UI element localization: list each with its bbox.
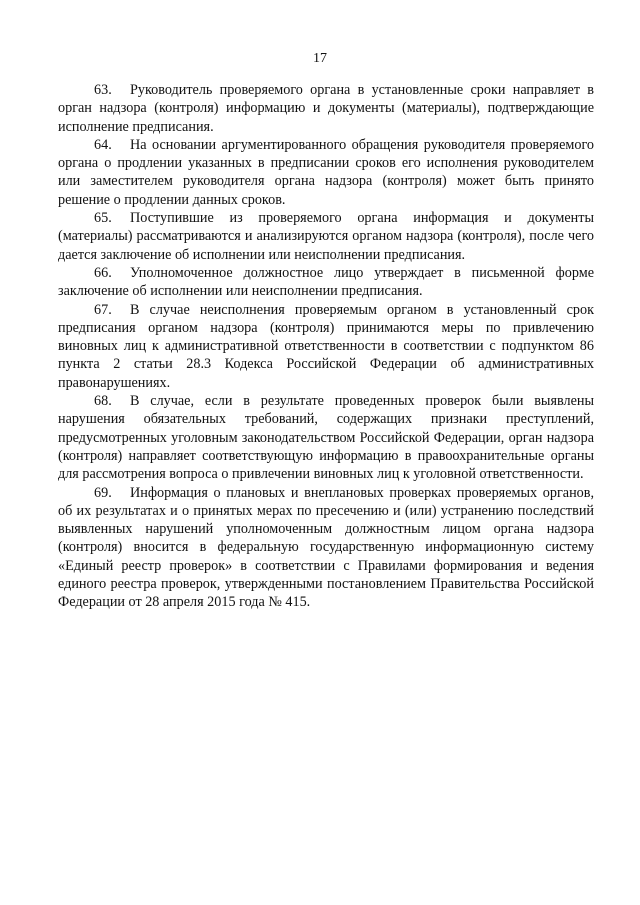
paragraph-number: 65. xyxy=(94,210,112,227)
paragraph-number: 64. xyxy=(94,136,112,153)
document-body xyxy=(58,81,594,612)
paragraph-67 xyxy=(58,301,594,392)
paragraph-text: В случае неисполнения проверяемым органом в установленный срок предписания органом надзора (контроля) принимаются меры по привлечению виновных лиц к административной ответственности в соответствии с подпунктом 86 пункта 2 статьи 28.3 Кодекса Российской Федерации об административных правонарушениях. xyxy=(58,301,594,391)
paragraph-number: 69. xyxy=(94,484,112,501)
paragraph-68 xyxy=(58,392,594,483)
paragraph-text: Руководитель проверяемого органа в установленные сроки направляет в орган надзора (контроля) информацию и документы (материалы), подтверждающие исполнение предписания. xyxy=(58,82,594,135)
paragraph-64 xyxy=(58,136,594,209)
paragraph-69 xyxy=(58,484,594,612)
paragraph-number: 66. xyxy=(94,264,112,281)
paragraph-number: 63. xyxy=(94,82,112,98)
page-number: 17 xyxy=(313,51,327,66)
paragraph-text: На основании аргументированного обращения руководителя проверяемого органа о продлении указанных в предписании сроков его исполнения руководителем или заместителем руководителя органа надзора (контроля) может быть принято решение о продлении данных сроков. xyxy=(58,136,594,208)
paragraph-text: Информация о плановых и внеплановых проверках проверяемых органов, об их результатах и о принятых мерах по пресечению и (или) устранению последствий выявленных нарушений уполномоченным должностным лицом органа надзора (контроля) вносится в федеральную государственную информационную систему «Единый реестр проверок» в соответствии с Правилами формирования и ведения единого реестра проверок, утвержденными постановлением Правительства Российской Федерации от 28 апреля 2015 года № 415. xyxy=(58,484,594,611)
paragraph-66 xyxy=(58,264,594,301)
paragraph-number: 67. xyxy=(94,301,112,318)
paragraph-text: Поступившие из проверяемого органа информация и документы (материалы) рассматриваются и анализируются органом надзора (контроля), после чего дается заключение об исполнении или неисполнении предписания. xyxy=(58,210,594,263)
paragraph-number: 68. xyxy=(94,393,112,410)
paragraph-text: Уполномоченное должностное лицо утверждает в письменной форме заключение об исполнении или неисполнении предписания. xyxy=(58,264,594,300)
paragraph-63 xyxy=(58,81,594,136)
paragraph-text: В случае, если в результате проведенных проверок были выявлены нарушения обязательных требований, содержащих признаки преступлений, предусмотренных уголовным законодательством Российской Федерации, орган надзора (контроля) направляет соответствующую информацию в правоохранительные органы для рассмотрения вопроса о привлечении виновных лиц к уголовной ответственности. xyxy=(58,393,594,483)
paragraph-65 xyxy=(58,209,594,264)
